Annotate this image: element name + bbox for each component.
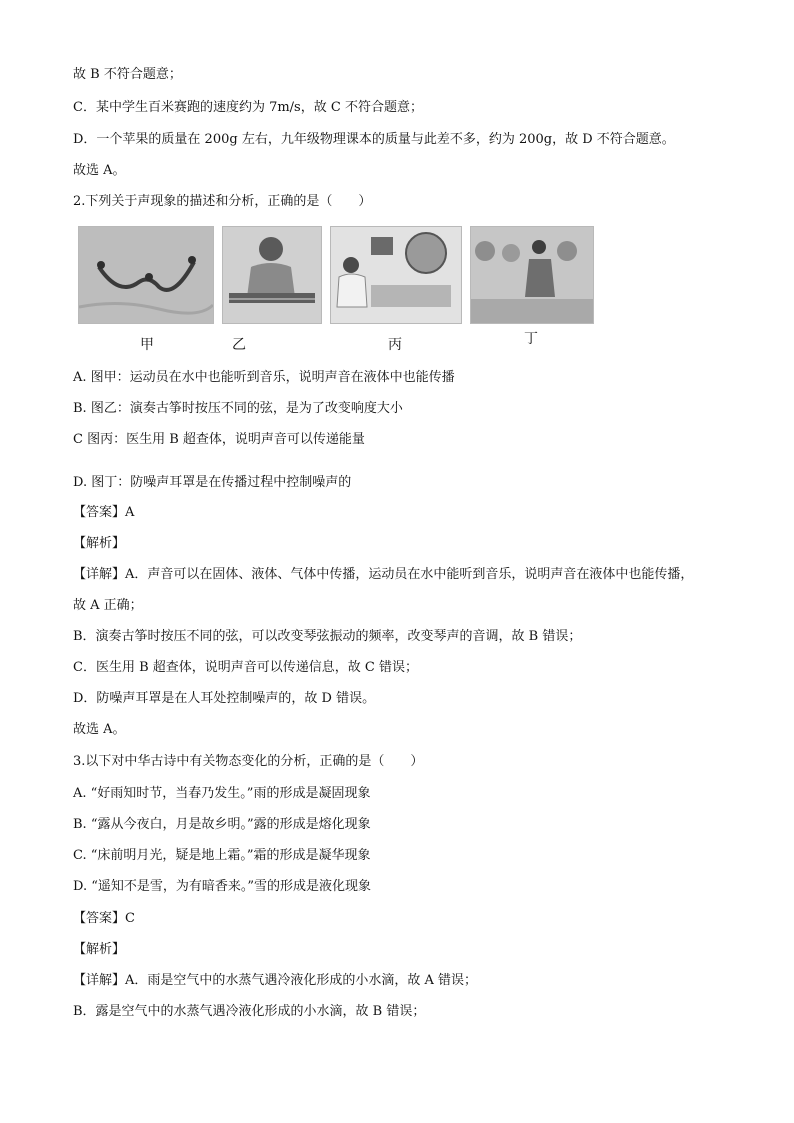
figure-yi-caption: 乙: [232, 337, 246, 353]
figure-bing-caption: 丙: [388, 337, 402, 353]
text-line: D．一个苹果的质量在 200g 左右，九年级物理课本的质量与此差不多，约为 200g，故 D 不符合题意。: [73, 132, 675, 147]
question-3-stem: 3.以下对中华古诗中有关物态变化的分析，正确的是（ ）: [73, 754, 424, 769]
question-3-option-a: A. “好雨知时节，当春乃发生。”雨的形成是凝固现象: [73, 786, 371, 801]
question-3-option-c: C. “床前明月光，疑是地上霜。”霜的形成是凝华现象: [73, 848, 371, 863]
question-3-analysis-heading: 【解析】: [73, 942, 126, 957]
question-2-detail-line: 故选 A。: [73, 722, 126, 737]
question-2-option-b: B. 图乙：演奏古筝时按压不同的弦，是为了改变响度大小: [73, 401, 403, 416]
figure-yi-photo: [222, 226, 322, 324]
figure-bing-photo: [330, 226, 462, 324]
question-3-option-b: B. “露从今夜白，月是故乡明。”露的形成是熔化现象: [73, 817, 371, 832]
figure-ding-caption: 丁: [524, 331, 538, 347]
question-2-answer: 【答案】A: [73, 505, 135, 520]
text-line: 故选 A。: [73, 163, 126, 178]
question-3-answer: 【答案】C: [73, 911, 135, 926]
text-line: 故 B 不符合题意；: [73, 67, 182, 82]
question-2-detail-line: D．防噪声耳罩是在人耳处控制噪声的，故 D 错误。: [73, 691, 376, 706]
figure-jia-photo: [78, 226, 214, 324]
figure-ding-photo: [470, 226, 594, 324]
question-3-detail-line: 【详解】A．雨是空气中的水蒸气遇冷液化形成的小水滴，故 A 错误；: [73, 973, 478, 988]
question-2-option-c: C 图丙：医生用 B 超查体，说明声音可以传递能量: [73, 432, 365, 447]
question-2-detail-line: C．医生用 B 超查体，说明声音可以传递信息，故 C 错误；: [73, 660, 418, 675]
question-2-analysis-heading: 【解析】: [73, 536, 126, 551]
question-3-option-d: D. “遥知不是雪，为有暗香来。”雪的形成是液化现象: [73, 879, 372, 894]
question-2-figures: [78, 226, 598, 356]
figure-jia-caption: 甲: [140, 337, 154, 353]
question-2-detail-line: 故 A 正确；: [73, 598, 143, 613]
question-2-detail-line: 【详解】A．声音可以在固体、液体、气体中传播，运动员在水中能听到音乐，说明声音在液体中也能传播，: [73, 567, 694, 582]
question-2-stem: 2.下列关于声现象的描述和分析，正确的是（ ）: [73, 194, 372, 209]
text-line: C．某中学生百米赛跑的速度约为 7m/s，故 C 不符合题意；: [73, 100, 423, 115]
question-2-option-d: D. 图丁：防噪声耳罩是在传播过程中控制噪声的: [73, 475, 352, 490]
question-2-detail-line: B．演奏古筝时按压不同的弦，可以改变琴弦振动的频率，改变琴声的音调，故 B 错误；: [73, 629, 582, 644]
question-2-option-a: A. 图甲：运动员在水中也能听到音乐，说明声音在液体中也能传播: [73, 370, 455, 385]
question-3-detail-line: B．露是空气中的水蒸气遇冷液化形成的小水滴，故 B 错误；: [73, 1004, 426, 1019]
